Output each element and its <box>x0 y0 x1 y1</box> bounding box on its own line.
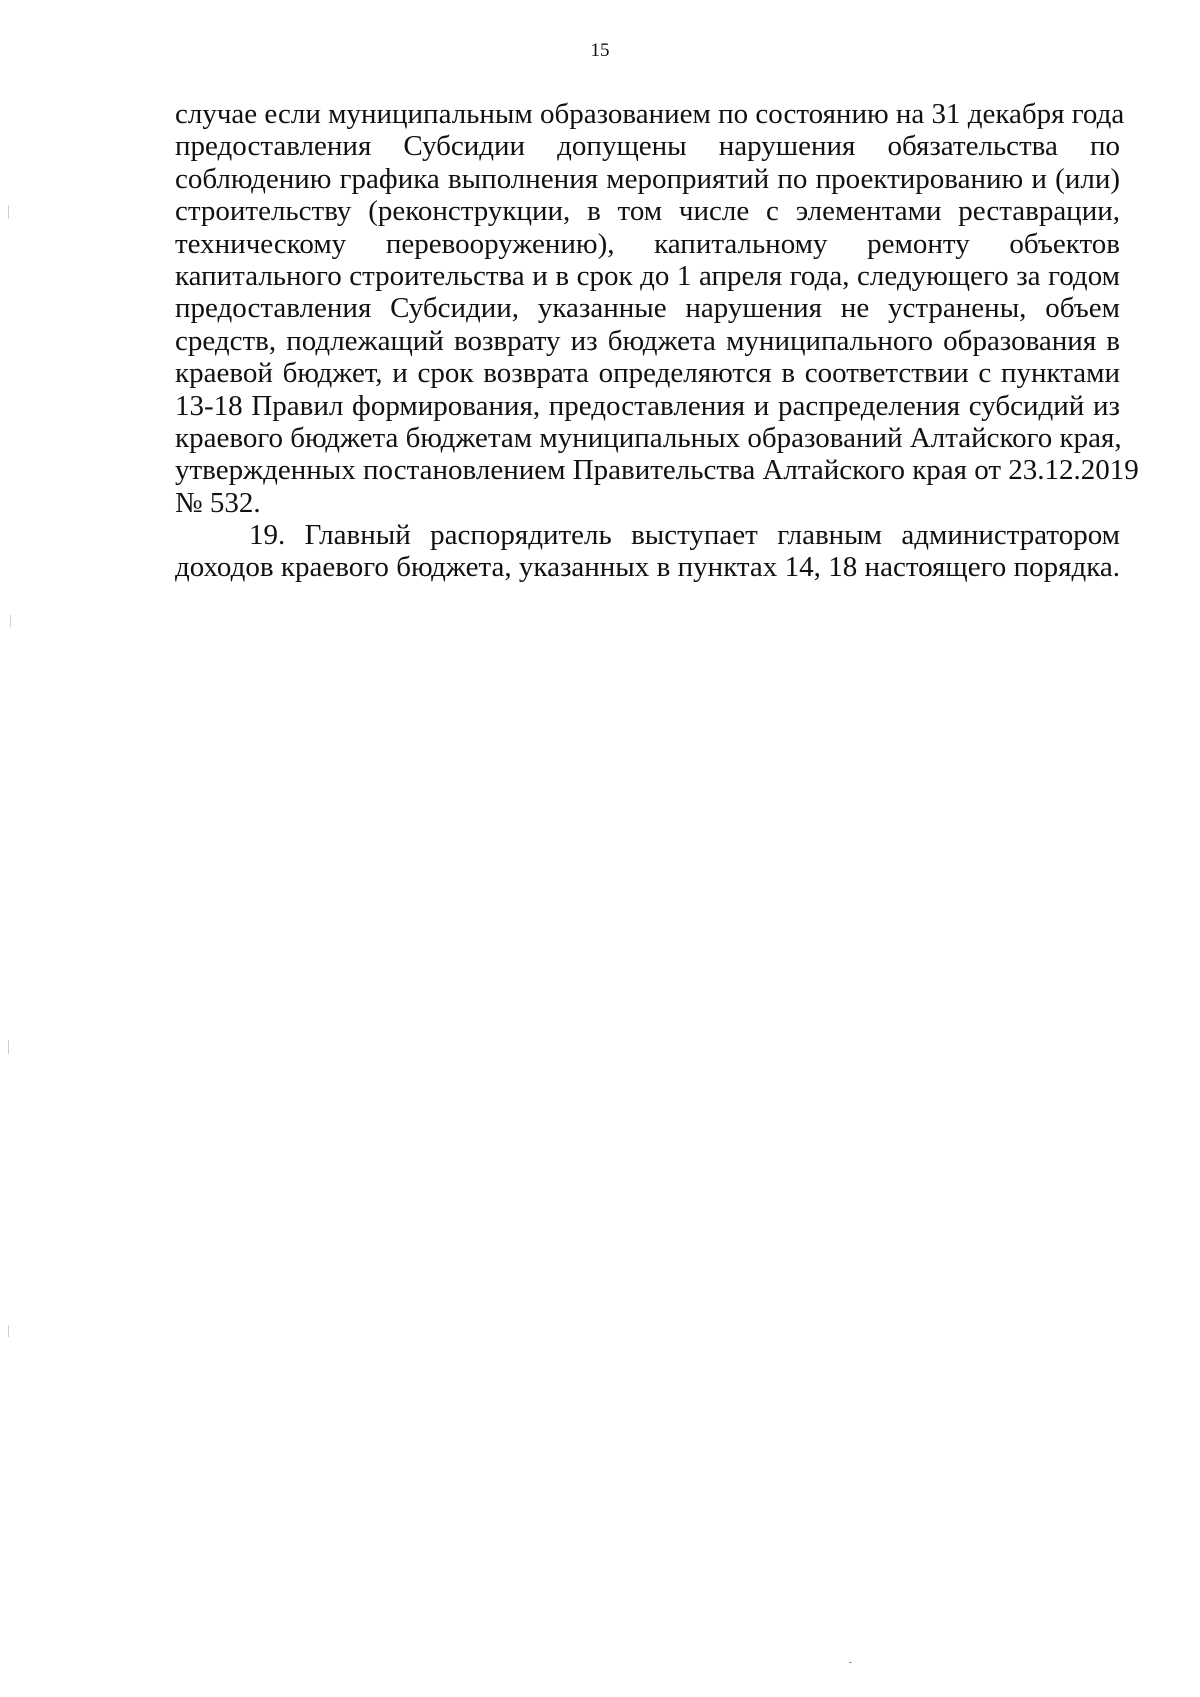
text-line: средств, подлежащий возврату из бюджета муниципального образования в <box>175 324 1120 357</box>
text-line: краевого бюджета бюджетам муниципальных образований Алтайского края, <box>175 421 1122 454</box>
scan-mark <box>8 205 9 219</box>
text-line: соблюдению графика выполнения мероприятий по проектированию и (или) <box>175 162 1120 195</box>
text-line: доходов краевого бюджета, указанных в пунктах 14, 18 настоящего порядка. <box>175 551 1120 584</box>
text-line: краевой бюджет, и срок возврата определяются в соответствии с пунктами <box>175 357 1120 390</box>
body-text <box>175 98 1139 584</box>
page-number: 15 <box>590 40 610 61</box>
paragraph-1 <box>175 98 1139 519</box>
scan-mark <box>10 615 11 627</box>
text-line: утвержденных постановлением Правительства Алтайского края от 23.12.2019 <box>175 454 1139 487</box>
text-line: капитального строительства и в срок до 1 апреля года, следующего за годом <box>175 259 1120 292</box>
scan-mark <box>8 1040 9 1054</box>
text-line: № 532. <box>175 486 261 519</box>
text-line: предоставления Субсидии, указанные нарушения не устранены, объем <box>175 292 1120 325</box>
text-line: техническому перевооружению), капитальному ремонту объектов <box>175 227 1120 260</box>
scan-mark <box>8 1325 9 1337</box>
text-line: строительству (реконструкции, в том числе с элементами реставрации, <box>175 195 1120 228</box>
scan-mark <box>849 1662 852 1663</box>
text-line: случае если муниципальным образованием по состоянию на 31 декабря года <box>175 98 1125 130</box>
text-line: 13-18 Правил формирования, предоставления и распределения субсидий из <box>175 389 1120 422</box>
text-line: предоставления Субсидии допущены нарушения обязательства по <box>175 130 1120 163</box>
text-line: 19. Главный распорядитель выступает главным администратором <box>249 519 1120 552</box>
paragraph-2 <box>175 519 1120 584</box>
